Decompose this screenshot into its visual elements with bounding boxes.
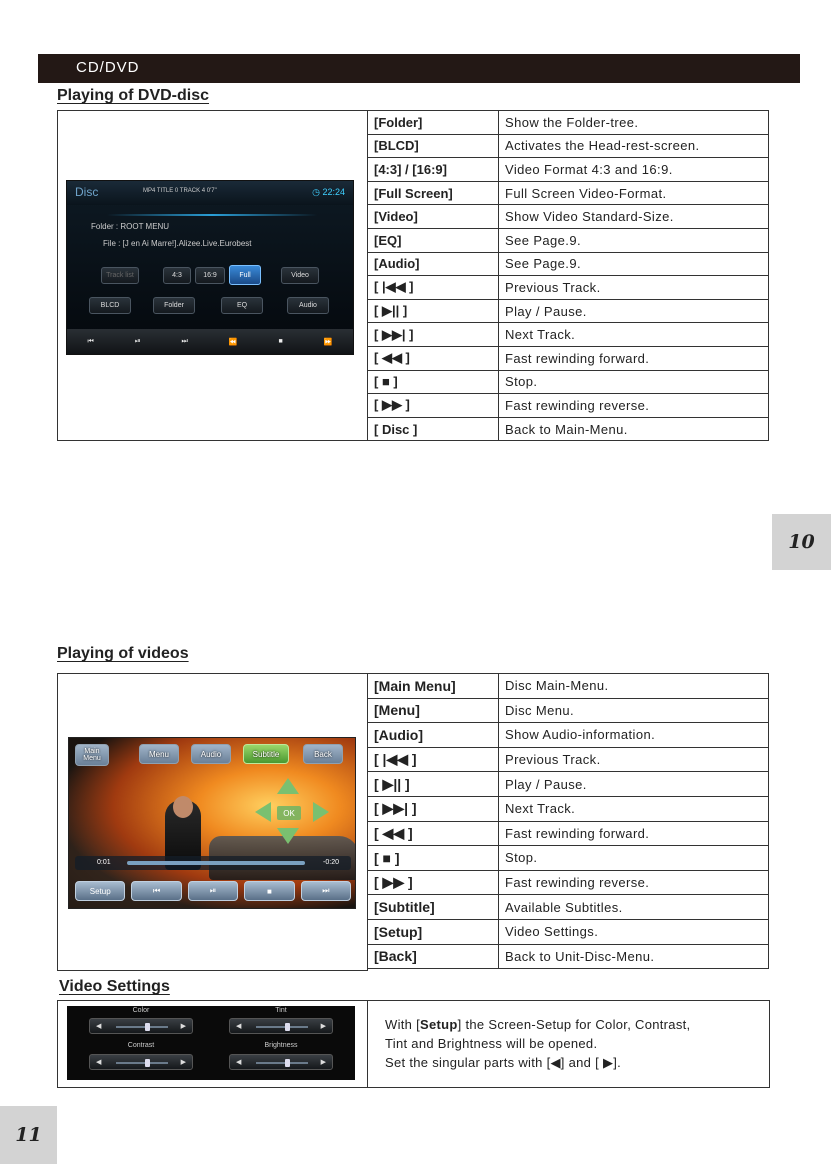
settings-color-track [116, 1026, 168, 1028]
dvd_section-keys-key-cell: [ ▶▶| ] [368, 323, 499, 347]
dvd-screen-folder-button: Folder [153, 297, 195, 314]
video-screen-subtitle-button: Subtitle [243, 744, 289, 764]
dvd-screen-stop-icon: ■ [278, 338, 283, 345]
video_section-keys-row [368, 944, 769, 969]
settings-contrast-left-icon: ◀ [96, 1059, 102, 1066]
video-left-arrow-icon [255, 802, 271, 822]
dvd_section-keys-row [368, 299, 769, 323]
video_section-keys-key-cell: [Menu] [368, 698, 499, 723]
video_section-keys-desc-cell: Back to Unit-Disc-Menu. [499, 944, 769, 969]
video-person-head [173, 796, 193, 818]
dvd-screen-rewind-icon: ⏪ [228, 338, 238, 346]
dvd-screen-video-button: Video [281, 267, 319, 284]
settings-text-line3: Set the singular parts with [◀] and [ ▶]. [385, 1055, 622, 1070]
dvd-screen-topbar [67, 181, 353, 205]
dvd_section-keys-key-cell: [ ▶|| ] [368, 299, 499, 323]
video_section-keys-row [368, 772, 769, 797]
video-ok-button: OK [277, 806, 301, 820]
dvd_section-keys-key-cell: [Folder] [368, 111, 499, 135]
page-number-11: 11 [0, 1106, 57, 1164]
section-header-title: CD/DVD [76, 59, 140, 76]
video_section-keys-row [368, 674, 769, 699]
dvd-screen-blcd-button: BLCD [89, 297, 131, 314]
video_section-keys-row [368, 698, 769, 723]
video_section-keys-desc-cell: Video Settings. [499, 919, 769, 944]
dvd_section-keys-desc-cell: Full Screen Video-Format. [499, 181, 769, 205]
video_section-keys-key-cell: [ ■ ] [368, 846, 499, 871]
video_section-keys-row [368, 895, 769, 920]
dvd-screen-eq-button: EQ [221, 297, 263, 314]
dvd_section-keys-row [368, 181, 769, 205]
dvd-screen-control-bar [67, 329, 353, 354]
page-number-10: 10 [772, 514, 831, 570]
video-time-start: 0:01 [97, 859, 111, 866]
dvd-screen-forward-icon: ⏩ [323, 338, 333, 346]
video-section-title: Playing of videos [57, 645, 189, 662]
settings-brightness-right-icon: ▶ [320, 1059, 326, 1066]
video-control-bar [75, 880, 351, 902]
settings-brightness-slider [229, 1054, 333, 1070]
video-progress-track [127, 861, 305, 865]
settings-tint-knob [285, 1023, 290, 1031]
dvd-screen-playpause-icon: ⏯ [134, 337, 141, 345]
video-keys-table [367, 673, 769, 969]
settings-tint-slider [229, 1018, 333, 1034]
video_section-keys-row [368, 870, 769, 895]
settings-contrast-track [116, 1062, 168, 1064]
video_section-keys-desc-cell: Fast rewinding forward. [499, 821, 769, 846]
video_section-keys-key-cell: [Back] [368, 944, 499, 969]
dvd-screen-folder-line: Folder : ROOT MENU [91, 222, 170, 231]
dvd-screen-audio-button: Audio [287, 297, 329, 314]
dvd-screen-full-button: Full [229, 265, 261, 285]
dvd_section-keys-key-cell: [ ◀◀ ] [368, 346, 499, 370]
dvd_section-keys-key-cell: [ ■ ] [368, 370, 499, 394]
dvd-screen-tracklist-button: Track list [101, 267, 139, 284]
dvd_section-keys-key-cell: [4:3] / [16:9] [368, 158, 499, 182]
dvd-screen-disc-label: Disc [75, 185, 99, 199]
dvd-screen-16-9-button: 16:9 [195, 267, 225, 284]
settings-brightness-knob [285, 1059, 290, 1067]
video_section-keys-key-cell: [ ▶|| ] [368, 772, 499, 797]
dvd-screen-divider [107, 214, 317, 216]
settings-brightness-left-icon: ◀ [236, 1059, 242, 1066]
settings-tint-right-icon: ▶ [320, 1023, 326, 1030]
video_section-keys-key-cell: [Subtitle] [368, 895, 499, 920]
dvd_section-keys-row [368, 252, 769, 276]
video_section-keys-desc-cell: Disc Menu. [499, 698, 769, 723]
dvd_section-keys-row [368, 346, 769, 370]
dvd_section-keys-desc-cell: Fast rewinding forward. [499, 346, 769, 370]
video-up-arrow-icon [277, 778, 299, 794]
dvd-keys-table [367, 110, 769, 441]
dvd_section-keys-row [368, 228, 769, 252]
dvd_section-keys-row [368, 205, 769, 229]
settings-color-right-icon: ▶ [180, 1023, 186, 1030]
video_section-keys-desc-cell: Play / Pause. [499, 772, 769, 797]
dvd_section-keys-key-cell: [BLCD] [368, 134, 499, 158]
video-right-arrow-icon [313, 802, 329, 822]
settings-contrast-label: Contrast [127, 1042, 155, 1049]
video_section-keys-key-cell: [ ◀◀ ] [368, 821, 499, 846]
dvd_section-keys-key-cell: [Audio] [368, 252, 499, 276]
video_section-keys-row [368, 821, 769, 846]
settings-color-label: Color [132, 1007, 150, 1014]
dvd_section-keys-key-cell: [Full Screen] [368, 181, 499, 205]
settings-description [385, 1015, 765, 1072]
dvd_section-keys-row [368, 134, 769, 158]
settings-text-line2: Tint and Brightness will be opened. [385, 1036, 598, 1051]
video_section-keys-desc-cell: Fast rewinding reverse. [499, 870, 769, 895]
video-stop-icon: ■ [244, 881, 294, 901]
video_section-keys-desc-cell: Next Track. [499, 796, 769, 821]
dvd-screen-file-line: File : [J en Ai Marre!].Alizee.Live.Eurobest [103, 239, 252, 248]
dvd-screen-4-3-button: 4:3 [163, 267, 191, 284]
dvd_section-keys-desc-cell: Fast rewinding reverse. [499, 394, 769, 418]
video-screen-image [68, 737, 356, 909]
video-screen-audio-button: Audio [191, 744, 231, 764]
video_section-keys-desc-cell: Available Subtitles. [499, 895, 769, 920]
dvd-screen-clock: ◷ 22:24 [312, 187, 345, 197]
dvd_section-keys-desc-cell: Next Track. [499, 323, 769, 347]
dvd_section-keys-row [368, 323, 769, 347]
dvd_section-keys-row [368, 394, 769, 418]
dvd_section-keys-desc-cell: Stop. [499, 370, 769, 394]
video-progress-bar [75, 856, 351, 870]
settings-contrast-right-icon: ▶ [180, 1059, 186, 1066]
settings-color-slider [89, 1018, 193, 1034]
dvd_section-keys-desc-cell: Video Format 4:3 and 16:9. [499, 158, 769, 182]
video_section-keys-desc-cell: Stop. [499, 846, 769, 871]
settings-text-line1 [385, 1015, 765, 1034]
dvd_section-keys-desc-cell: Show Video Standard-Size. [499, 205, 769, 229]
settings-screen-image [67, 1006, 355, 1080]
dvd_section-keys-key-cell: [Video] [368, 205, 499, 229]
dvd-screen-prev-icon: ⏮ [87, 337, 94, 345]
settings-divider [367, 1000, 368, 1088]
dvd_section-keys-key-cell: [EQ] [368, 228, 499, 252]
video_section-keys-row [368, 747, 769, 772]
video_section-keys-key-cell: [ ▶▶ ] [368, 870, 499, 895]
dvd_section-keys-desc-cell: Play / Pause. [499, 299, 769, 323]
dvd_section-keys-desc-cell: Show the Folder-tree. [499, 111, 769, 135]
video_section-keys-row [368, 919, 769, 944]
video_section-keys-row [368, 723, 769, 748]
video-time-end: -0:20 [323, 859, 339, 866]
settings-tint-left-icon: ◀ [236, 1023, 242, 1030]
settings-color-knob [145, 1023, 150, 1031]
dvd_section-keys-desc-cell: See Page.9. [499, 228, 769, 252]
settings-tint-label: Tint [275, 1007, 287, 1014]
video_section-keys-row [368, 796, 769, 821]
dvd_section-keys-desc-cell: Previous Track. [499, 276, 769, 300]
dvd_section-keys-key-cell: [ ▶▶ ] [368, 394, 499, 418]
dvd_section-keys-key-cell: [ Disc ] [368, 417, 499, 441]
settings-brightness-label: Brightness [264, 1042, 298, 1049]
video-next-icon: ⏭ [301, 881, 351, 901]
video_section-keys-key-cell: [ |◀◀ ] [368, 747, 499, 772]
video_section-keys-key-cell: [Main Menu] [368, 674, 499, 699]
video-screen-back-button: Back [303, 744, 343, 764]
dvd-section-title: Playing of DVD-disc [57, 87, 210, 104]
video_section-keys-key-cell: [Audio] [368, 723, 499, 748]
dvd-screen-clock-text: 22:24 [322, 187, 345, 197]
video_section-keys-key-cell: [ ▶▶| ] [368, 796, 499, 821]
settings-text-line1-bold: Setup [420, 1017, 458, 1032]
video-prev-icon: ⏮ [131, 881, 181, 901]
video_section-keys-desc-cell: Disc Main-Menu. [499, 674, 769, 699]
video_section-keys-desc-cell: Show Audio-information. [499, 723, 769, 748]
settings-contrast-knob [145, 1059, 150, 1067]
dvd_section-keys-desc-cell: Activates the Head-rest-screen. [499, 134, 769, 158]
dvd_section-keys-row [368, 370, 769, 394]
video-playpause-icon: ⏯ [188, 881, 238, 901]
settings-brightness-track [256, 1062, 308, 1064]
settings-section-title: Video Settings [59, 978, 170, 995]
video-setup-button: Setup [75, 881, 125, 901]
dvd_section-keys-row [368, 111, 769, 135]
section-header-bar [38, 54, 800, 83]
video_section-keys-desc-cell: Previous Track. [499, 747, 769, 772]
dvd_section-keys-row [368, 417, 769, 441]
video_section-keys-key-cell: [Setup] [368, 919, 499, 944]
dvd_section-keys-row [368, 276, 769, 300]
video_section-keys-row [368, 846, 769, 871]
dvd_section-keys-row [368, 158, 769, 182]
settings-contrast-slider [89, 1054, 193, 1070]
video-down-arrow-icon [277, 828, 299, 844]
dvd_section-keys-desc-cell: Back to Main-Menu. [499, 417, 769, 441]
settings-text-line1-post: ] the Screen-Setup for Color, Contrast, [457, 1017, 691, 1032]
video-screen-menu-button: Menu [139, 744, 179, 764]
settings-tint-track [256, 1026, 308, 1028]
dvd_section-keys-key-cell: [ |◀◀ ] [368, 276, 499, 300]
video-screen-mainmenu-button: Main Menu [75, 744, 109, 766]
dvd-screen-track-info: MP4 TITLE 0 TRACK 4 0'7" [143, 188, 217, 194]
settings-color-left-icon: ◀ [96, 1023, 102, 1030]
dvd_section-keys-desc-cell: See Page.9. [499, 252, 769, 276]
settings-text-line1-pre: With [ [385, 1017, 421, 1032]
dvd-screen-next-icon: ⏭ [181, 337, 188, 345]
dvd-screen-image [66, 180, 354, 355]
